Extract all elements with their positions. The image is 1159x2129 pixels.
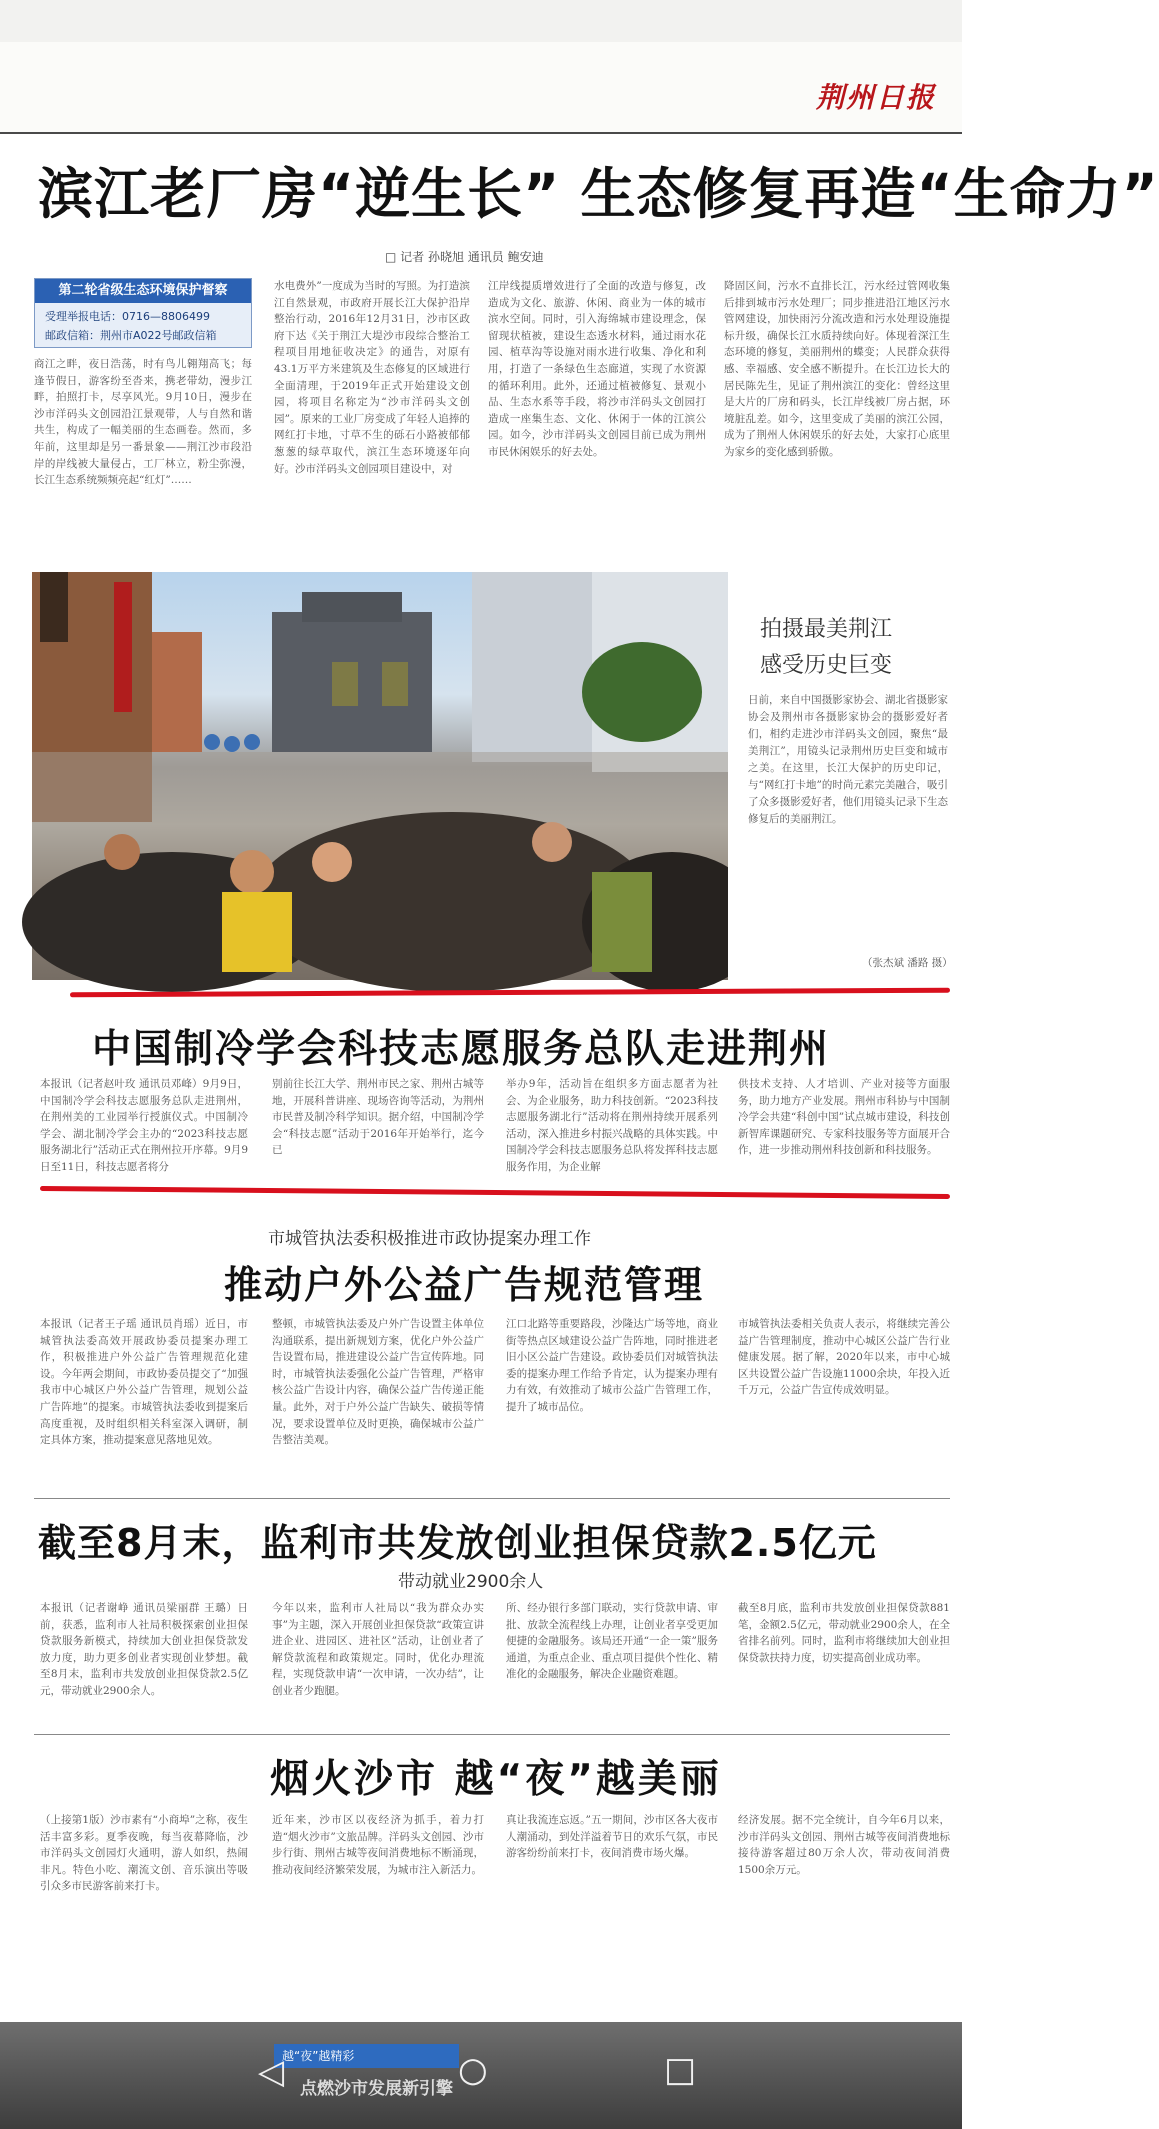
report-mailbox: 邮政信箱：荆州市A022号邮政信箱 bbox=[45, 329, 217, 342]
red-underline-bottom bbox=[40, 1186, 950, 1199]
home-button[interactable]: ○ bbox=[458, 2050, 488, 2090]
top-strip bbox=[0, 0, 962, 42]
article-3-subhead: 市城管执法委积极推进市政协提案办理工作 bbox=[268, 1229, 591, 1249]
photo-caption-text: 日前，来自中国摄影家协会、湖北省摄影家协会及荆州市各摄影家协会的摄影爱好者们，相约走进沙市洋码头文创园，聚焦“最美荆江”，用镜头记录荆州历史巨变和城市之美。在这里，长江大保护的历史印记，与“网红打卡地”的时尚元素完美融合，吸引了众多摄影爱好者，他们用镜头记录下生态修复后的美丽荆江。 bbox=[748, 694, 948, 825]
section-divider-2 bbox=[34, 1734, 950, 1735]
article-4-column-4: 截至8月底，监利市共发放创业担保贷款881笔，金额2.5亿元，带动就业2900余人，在全省排名前列。同时，监利市将继续加大创业担保贷款扶持力度，切实提高创业成功率。 bbox=[738, 1602, 950, 1664]
article-4-column-3: 所、经办银行多部门联动，实行贷款申请、审批、放款全流程线上办理，让创业者享受更加便捷的金融服务。该局还开通“一企一策”服务通道，为重点企业、重点项目提供个性化、精准化的金融服务，解决企业融资难题。 bbox=[506, 1602, 718, 1681]
article-4-column-1: 本报讯（记者谢峥 通讯员梁丽群 王璐）日前，获悉，监利市人社局积极探索创业担保贷款服务新模式，持续加大创业担保贷款发放力度，助力更多创业者实现创业梦想。截至8月末，监利市共发放创业担保贷款2.5亿元，带动就业2900余人。 bbox=[40, 1602, 248, 1697]
article-5-headline: 烟火沙市 越“夜”越美丽 bbox=[270, 1757, 722, 1802]
news-photo-photographers bbox=[32, 572, 728, 980]
report-phone: 受理举报电话：0716—8806499 bbox=[45, 310, 210, 323]
recent-apps-button[interactable]: □ bbox=[664, 2050, 697, 2090]
article-1-column-4: 降固区间，污水不直排长江，污水经过管网收集后排到城市污水处理厂；同步推进沿江地区污水管网建设，加快雨污分流改造和污水处理设施提标升级，确保长江水质持续向好。体现着深江生态环境的修复，美丽荆州的蝶变；人民群众获得感、幸福感、安全感不断提升。在长江边长大的居民陈先生，见证了荆州滨江的变化：曾经这里是大片的厂房和码头，长江岸线被厂房占据，环境脏乱差。如今，这里变成了美丽的滨江公园，成为了荆州人休闲娱乐的好去处，大家打心底里为家乡的变化感到骄傲。 bbox=[724, 280, 950, 458]
article-2-column-2: 别前往长江大学、荆州市民之家、荆州古城等地，开展科普讲座、现场咨询等活动，为荆州市民普及制冷科学知识。据介绍，中国制冷学会“科技志愿”活动于2016年开始举行，迄今已 bbox=[272, 1078, 484, 1157]
article-2-column-1: 本报讯（记者赵叶玫 通讯员邓峰）9月9日，中国制冷学会科技志愿服务总队走进荆州，在荆州美的工业园举行授旗仪式。中国制冷学会、湖北制冷学会主办的“2023科技志愿服务湖北行”活动正式在荆州拉开序幕。9月9日至11日，科技志愿者将分 bbox=[40, 1078, 248, 1173]
article-4-column-2: 今年以来，监利市人社局以“我为群众办实事”为主题，深入开展创业担保贷款“政策宣讲进企业、进园区、进社区”活动，让创业者了解贷款流程和政策规定。同时，优化办理流程，实现贷款申请“一次申请，一次办结”，让创业者少跑腿。 bbox=[272, 1602, 484, 1697]
article-3-column-4: 市城管执法委相关负责人表示，将继续完善公益广告管理制度，推动中心城区公益广告行业健康发展。据了解，2020年以来，市中心城区共设置公益广告设施11000余块，年投入近千万元，公益广告宣传成效明显。 bbox=[738, 1318, 950, 1397]
article-4-subhead: 带动就业2900余人 bbox=[398, 1572, 544, 1592]
article-4-headline: 截至8月末，监利市共发放创业担保贷款2.5亿元 bbox=[38, 1521, 877, 1565]
back-button[interactable]: ◁ bbox=[258, 2052, 285, 2092]
report-info-box bbox=[34, 278, 252, 348]
article-3-headline: 推动户外公益广告规范管理 bbox=[224, 1263, 705, 1307]
article-2-column-3: 举办9年，活动旨在组织多方面志愿者为社会、为企业服务，助力科技创新。“2023科技志愿服务湖北行”活动将在荆州持续开展系列活动，深入推进乡村振兴战略的具体实践。中国制冷学会科技志愿服务总队将发挥科技志愿服务作用，为企业解 bbox=[506, 1078, 718, 1173]
article-1-column-3: 江岸线提质增效进行了全面的改造与修复，改造成为文化、旅游、休闲、商业为一体的城市滨水空间。同时，引入海绵城市建设理念，保留现状植被，建设生态透水材料，通过雨水花园、植草沟等设施对雨水进行收集、净化和利用，打造了一条绿色生态廊道，实现了水资源的循环利用。此外，还通过植被修复、景观小品、生态水系等手段，将沙市洋码头文创园打造成一座集生态、文化、休闲于一体的江滨公园。如今，沙市洋码头文创园目前已成为荆州市民休闲娱乐的好去处。 bbox=[488, 280, 706, 458]
section-divider-1 bbox=[34, 1498, 950, 1499]
article-1-column-1: 商江之畔，夜日浩荡，时有鸟儿翱翔高飞；每逢节假日，游客纷至沓来，携老带幼，漫步江畔，拍照打卡，尽享风光。9月10日，漫步在沙市洋码头文创园沿江景观带，人与自然和谐共生，构成了一幅美丽的生态画卷。然而，多年前，这里却是另一番景象——荆江沙市段沿岸的岸线被大量侵占，工厂林立，粉尘弥漫，长江生态系统频频亮起“红灯”…… bbox=[34, 358, 252, 487]
article-2-column-4: 供技术支持、人才培训、产业对接等方面服务，助力地方产业发展。荆州市科协与中国制冷学会共建“科创中国”试点城市建设，科技创新智库课题研究、专家科技服务等方面展开合作，进一步推动荆州科技创新和科技服务。 bbox=[738, 1078, 950, 1157]
article-5-tag: 越“夜”越精彩 bbox=[274, 2044, 459, 2068]
article-3-column-1: 本报讯（记者王子瑶 通讯员肖瑶）近日，市城管执法委高效开展政协委员提案办理工作，积极推进户外公益广告管理规范化建设。今年两会期间，市政协委员提交了“加强我市中心城区户外公益广告管理，规划公益广告阵地”的提案。市城管执法委收到提案后高度重视，及时组织相关科室深入调研，制定具体方案，推动提案意见落地见效。 bbox=[40, 1318, 248, 1447]
article-1-byline: □ 记者 孙晓旭 通讯员 鲍安迪 bbox=[385, 250, 544, 264]
article-5-column-4: 经济发展。据不完全统计，自今年6月以来，沙市洋码头文创园、荆州古城等夜间消费地标接待游客超过80万余人次，带动夜间消费1500余万元。 bbox=[738, 1814, 950, 1876]
photo-credit: （张杰斌 潘路 摄） bbox=[862, 957, 953, 969]
article-5-tag-text: 点燃沙市发展新引擎 bbox=[300, 2079, 453, 2099]
photo-caption-title-1: 拍摄最美荆江 bbox=[760, 617, 893, 642]
article-1-headline: 滨江老厂房“逆生长” 生态修复再造“生命力” bbox=[38, 162, 1159, 226]
article-3-column-2: 整顿，市城管执法委及户外广告设置主体单位沟通联系，提出新规划方案，优化户外公益广告设置布局，推进建设公益广告宣传阵地。同时，市城管执法委强化公益广告管理，严格审核公益广告设计内容，确保公益广告传递正能量。此外，对于户外公益广告缺失、破损等情况，要求设置单位及时更换，确保城市公益广告整洁美观。 bbox=[272, 1318, 484, 1447]
article-5-column-3: 真让我流连忘返。”五一期间，沙市区各大夜市人潮涌动，到处洋溢着节日的欢乐气氛，市民游客纷纷前来打卡，夜间消费市场火爆。 bbox=[506, 1814, 718, 1860]
article-5-column-1: （上接第1版）沙市素有“小商埠”之称，夜生活丰富多彩。夏季夜晚，每当夜幕降临，沙市洋码头文创园灯火通明，游人如织，热闹非凡。特色小吃、潮流文创、音乐演出等吸引众多市民游客前来打卡。 bbox=[40, 1814, 248, 1893]
report-box-title: 第二轮省级生态环境保护督察 bbox=[35, 279, 251, 303]
article-1-column-2: 水电费外”一度成为当时的写照。为打造滨江自然景观，市政府开展长江大保护沿岸整治行动，2016年12月31日，沙市区政府下达《关于荆江大堤沙市段综合整治工程项目用地征收决定》的通告，对原有43.1万平方米建筑及生态修复的区域进行全面清理，于2019年正式开始建设文创园，将项目名称定为“沙市洋码头文创园”。原来的工业厂房变成了年轻人追捧的网红打卡地，寸草不生的砾石小路被郁郁葱葱的绿草取代，滨江生态环境逐年向好。沙市洋码头文创园项目建设中，对 bbox=[274, 280, 470, 475]
photo-caption-title-2: 感受历史巨变 bbox=[760, 653, 893, 678]
photo-illustration bbox=[32, 572, 728, 980]
article-3-column-3: 江口北路等重要路段，沙隆达广场等地，商业街等热点区域建设公益广告阵地，同时推进老旧小区公益广告建设。政协委员们对城管执法委的提案办理工作给予肯定，认为提案办理有力有效，有效推动了城市公益广告管理工作，提升了城市品位。 bbox=[506, 1318, 718, 1413]
article-2-headline: 中国制冷学会科技志愿服务总队走进荆州 bbox=[92, 1027, 831, 1072]
article-5-column-2: 近年来，沙市区以夜经济为抓手，着力打造“烟火沙市”文旅品牌。洋码头文创园、沙市步行街、荆州古城等夜间消费地标不断涌现，推动夜间经济繁荣发展，为城市注入新活力。 bbox=[272, 1814, 484, 1876]
newspaper-logo: 荆州日报 bbox=[815, 81, 936, 114]
